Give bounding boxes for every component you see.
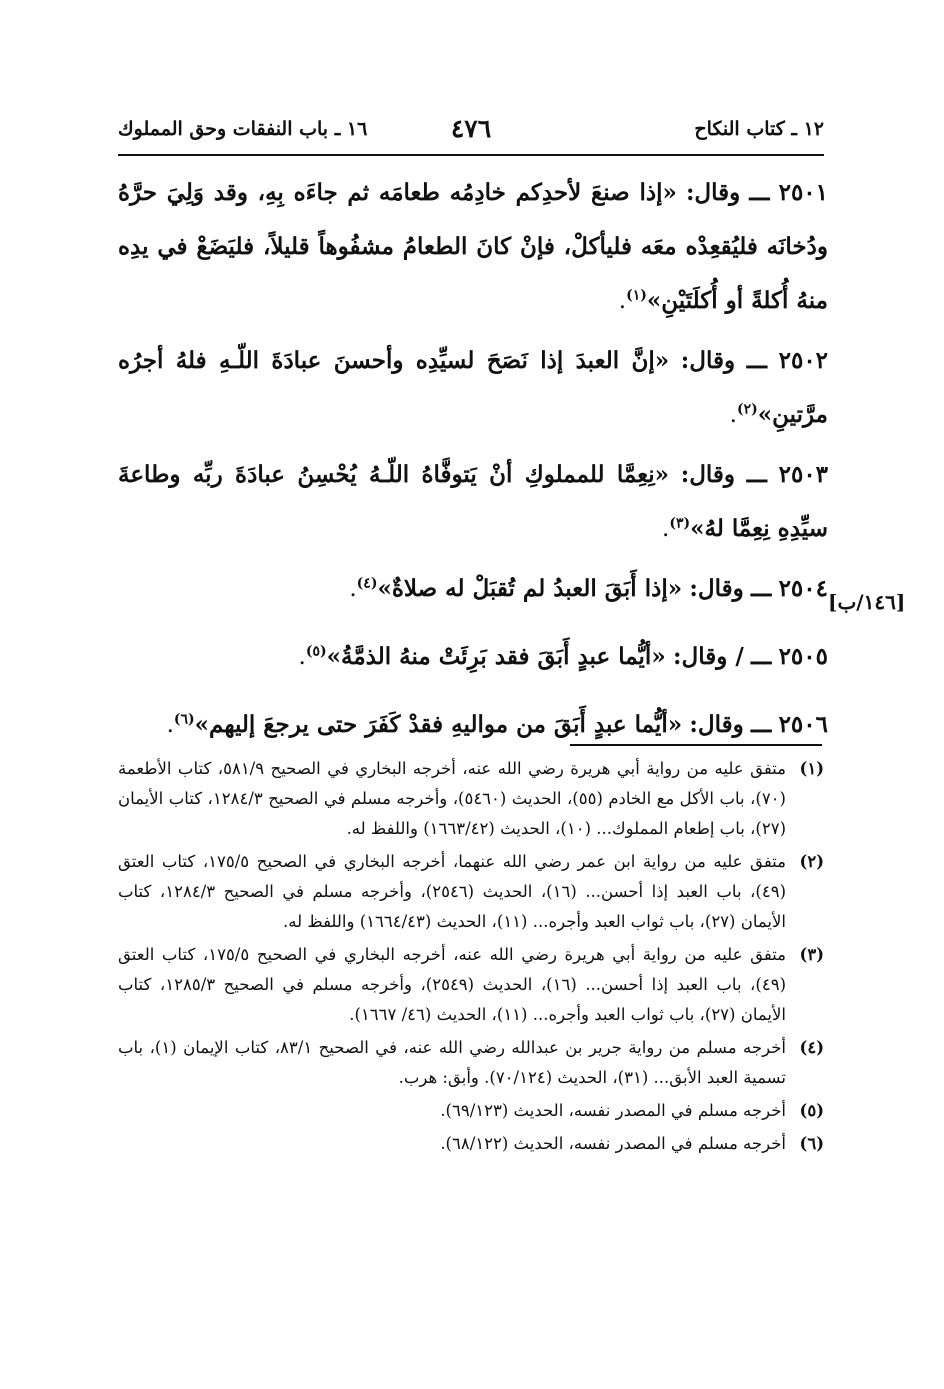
footnote-ref[interactable]: (٥) [305, 643, 327, 660]
hadith-2504: ٢٥٠٤ ـــ وقال: «إذا أَبَقَ العبدُ لم تُقبَلْ له صلاةٌ»$^{(٤)}$. [349, 575, 828, 602]
page-number: ٤٧٦ [450, 114, 492, 143]
footnote-text: متفق عليه من رواية ابن عمر رضي الله عنهما، أخرجه البخاري في الصحيح ١٧٥/٥، كتاب العتق (٤٩)، باب العبد إذا أحسن... (١٦)، الحديث (٢٥٤٦)، وأخرجه مسلم في الصحيح ١٢٨٤/٣، كتاب الأيمان (٢٧)، باب ثواب العبد وأجره... (١١)، الحديث (١٦٦٤/٤٣) واللفظ له. [118, 852, 786, 931]
hadith-number: ٢٥٠٢ [778, 347, 829, 374]
footnote-item [118, 847, 824, 937]
hadith-2503: ٢٥٠٣ ـــ وقال: «نِعِمَّا للمملوكِ أنْ يَتوفَّاهُ اللّـهُ يُحْسِنُ عبادَةَ ربِّه وطاعةَ سيِّدِهِ نِعِمَّا لهُ»$^{(٣)}$. [118, 461, 829, 542]
hadith-2502: ٢٥٠٢ ـــ وقال: «إنَّ العبدَ إذا نَصَحَ لسيِّدِه وأحسنَ عبادَةَ اللّـهِ فلهُ أجرُه مرَّتينِ»$^{(٢)}$. [118, 347, 829, 428]
footnote-item [118, 1129, 824, 1159]
section-title: ١٦ ـ باب النفقات وحق المملوك [118, 118, 368, 140]
hadith-text: «أيُّما عبدٍ أَبَقَ فقد بَرِئَتْ منهُ الذمَّةُ» [326, 643, 666, 670]
footnote-ref[interactable]: (٢) [736, 401, 758, 418]
footnote-text: متفق عليه من رواية أبي هريرة رضي الله عنه، أخرجه البخاري في الصحيح ٥٨١/٩، كتاب الأطعمة (٧٠)، باب الأكل مع الخادم (٥٥)، الحديث (٥٤٦٠)، وأخرجه مسلم في الصحيح ١٢٨٤/٣، كتاب الأيمان (٢٧)، باب إطعام المملوك... (١٠)، الحديث (١٦٦٣/٤٢) واللفظ له. [118, 759, 786, 838]
footnote-ref[interactable]: (٣) [669, 515, 691, 532]
footnote-ref[interactable]: (٦) [173, 711, 195, 728]
dash-separator: ـــ [751, 575, 772, 602]
hadith-intro: وقال: [689, 575, 744, 602]
hadith-number: ٢٥٠٣ [778, 461, 829, 488]
dash-separator: ـــ [749, 179, 770, 206]
hadith-intro: وقال: [689, 711, 744, 738]
manuscript-folio-note: [١٤٦/ب] [828, 590, 906, 614]
footnote-number: (٥) [799, 1101, 824, 1120]
dash-separator: ـــ [746, 347, 767, 374]
footnote-item [118, 940, 824, 1030]
dash-separator: ـــ [751, 711, 772, 738]
footnote-text: متفق عليه من رواية أبي هريرة رضي الله عنه، أخرجه البخاري في الصحيح ١٧٥/٥، كتاب العتق (٤٩)، باب العبد إذا أحسن... (١٦)، الحديث (٢٥٤٩)، وأخرجه مسلم في الصحيح ١٢٨٥/٣، كتاب الأيمان (٢٧)، باب ثواب العبد وأجره... (١١)، الحديث (٤٦/ ١٦٦٧). [118, 945, 786, 1024]
footnote-text: أخرجه مسلم من رواية جرير بن عبدالله رضي الله عنه، في الصحيح ٨٣/١، كتاب الإيمان (١)، باب تسمية العبد الأبق... (٣١)، الحديث (٧٠/١٢٤). وأبق: هرب. [118, 1038, 786, 1087]
footnote-number: (٣) [799, 945, 824, 964]
hadith-text: «نِعِمَّا للمملوكِ أنْ يَتوفَّاهُ اللّـهُ يُحْسِنُ عبادَةَ ربِّه وطاعةَ سيِّدِهِ نِعِمَّا لهُ» [118, 461, 828, 542]
footnote-divider [570, 744, 822, 746]
chapter-title: ١٢ ـ كتاب النكاح [694, 118, 824, 140]
hadith-number: ٢٥٠٦ [778, 711, 828, 738]
hadith-text: «إذا أَبَقَ العبدُ لم تُقبَلْ له صلاةٌ» [377, 575, 683, 602]
footnote-number: (٦) [799, 1134, 824, 1153]
hadith-intro: / وقال: [673, 643, 744, 670]
dash-separator: ـــ [746, 461, 767, 488]
footnote-item [118, 1096, 824, 1126]
hadith-number: ٢٥٠١ [778, 179, 829, 206]
footnote-item [118, 754, 824, 844]
footnote-text: أخرجه مسلم في المصدر نفسه، الحديث (٦٩/١٢٣). [440, 1101, 786, 1120]
hadith-intro: وقال: [680, 461, 736, 488]
footnote-number: (٤) [799, 1038, 824, 1057]
footnote-number: (١) [799, 759, 824, 778]
hadith-2505: ٢٥٠٥ ـــ / وقال: «أيُّما عبدٍ أَبَقَ فقد بَرِئَتْ منهُ الذمَّةُ»$^{(٥)}$. [298, 643, 828, 670]
hadith-2501: ٢٥٠١ ـــ وقال: «إذا صنعَ لأحدِكم خادِمُه طعامَه ثم جاءَه بِهِ، وقد وَلِيَ حرَّهُ ودُخانَه فليُقعِدْه معَه فليأكلْ، فإنْ كانَ الطعامُ مشفُوهاً قليلاً، فليَضَعْ في يدِه منهُ أُكلةً أو أُكلَتَيْنِ»$^{(١)}$. [118, 179, 829, 314]
hadith-text: «أيُّما عبدٍ أَبَقَ من مواليهِ فقدْ كَفَرَ حتى يرجعَ إليهم» [194, 711, 683, 738]
hadith-number: ٢٥٠٤ [778, 575, 828, 602]
footnote-text: أخرجه مسلم في المصدر نفسه، الحديث (٦٨/١٢٢). [440, 1134, 786, 1153]
hadith-intro: وقال: [680, 347, 736, 374]
footnote-ref[interactable]: (١) [626, 287, 647, 304]
hadith-list [118, 166, 828, 758]
hadith-number: ٢٥٠٥ [778, 643, 828, 670]
footnote-ref[interactable]: (٤) [356, 575, 378, 592]
dash-separator: ـــ [751, 643, 772, 670]
hadith-text: «إنَّ العبدَ إذا نَصَحَ لسيِّدِه وأحسنَ عبادَةَ اللّـهِ فلهُ أجرُه مرَّتينِ» [118, 347, 828, 428]
footnote-item [118, 1033, 824, 1093]
footnote-number: (٢) [799, 852, 824, 871]
hadith-text: «إذا صنعَ لأحدِكم خادِمُه طعامَه ثم جاءَه بِهِ، وقد وَلِيَ حرَّهُ ودُخانَه فليُقعِدْه معَه فليأكلْ، فإنْ كانَ الطعامُ مشفُوهاً قليلاً، فليَضَعْ في يدِه منهُ أُكلةً أو أُكلَتَيْنِ» [118, 179, 828, 314]
page-header [118, 110, 824, 156]
footnotes [118, 754, 824, 1162]
hadith-intro: وقال: [685, 179, 741, 206]
hadith-2506: ٢٥٠٦ ـــ وقال: «أيُّما عبدٍ أَبَقَ من مواليهِ فقدْ كَفَرَ حتى يرجعَ إليهم»$^{(٦)}$. [166, 711, 828, 738]
